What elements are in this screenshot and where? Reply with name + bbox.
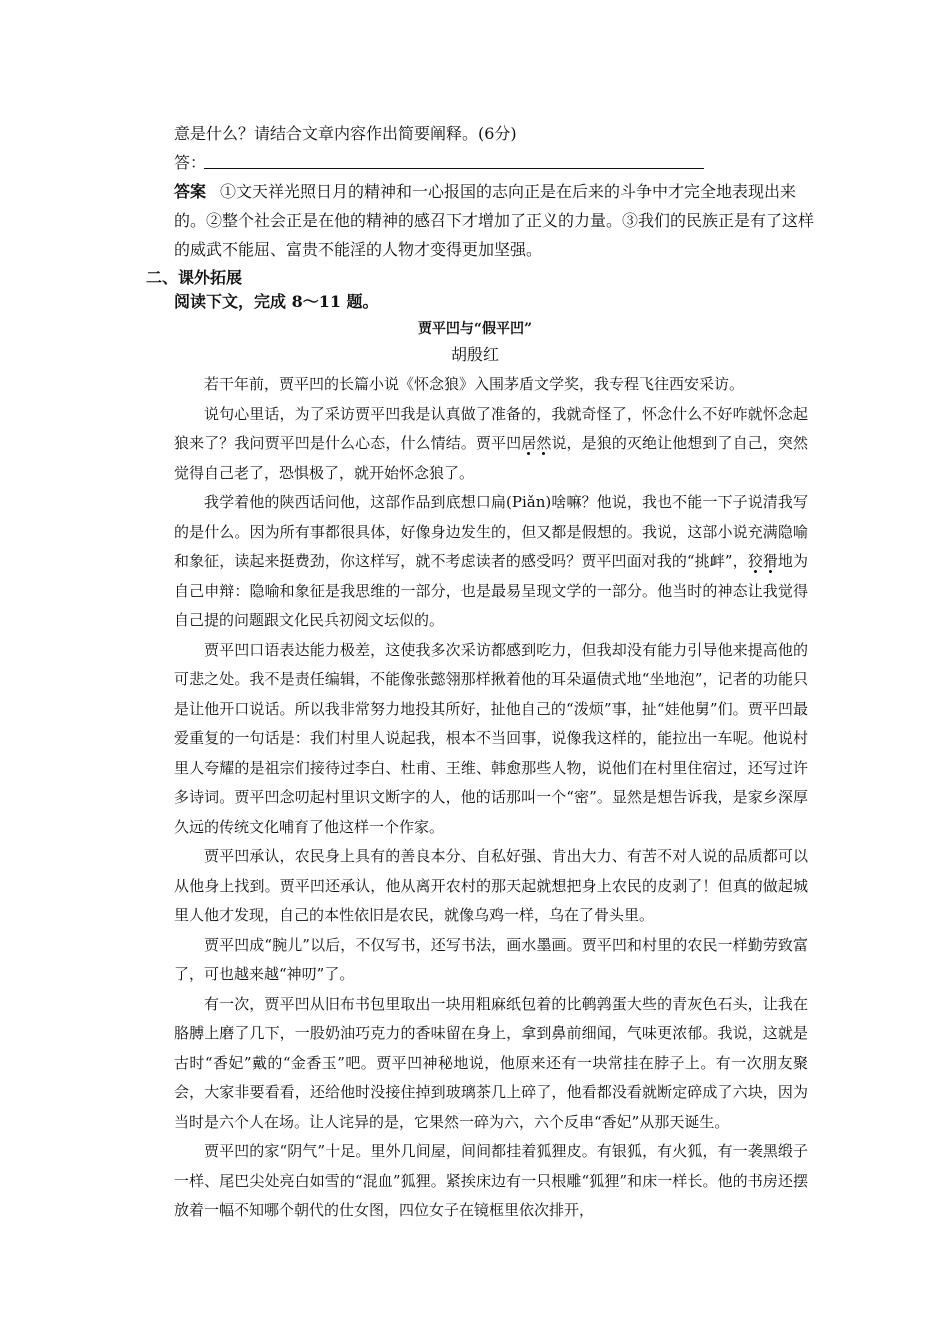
- paragraph-text: 说，是狼的灭绝让他想到了自己，突然觉得自己老了，恐惧极了，就开始怀念狼了。: [174, 434, 808, 482]
- answer-prompt: 答：: [174, 153, 207, 172]
- dotted-word: [521, 434, 551, 452]
- answer-line: [174, 150, 814, 176]
- paragraph-text: 说句心里话，为了采访贾平凹我是认真做了准备的，我就奇怪了，怀念什么不好咋就怀念起狼来了？我问贾平凹是什么心态，什么情结。贾平凹: [174, 404, 808, 452]
- reading-instruction: 阅读下文，完成 8～11 题。: [174, 292, 379, 311]
- answer-block: [174, 177, 814, 264]
- paragraph: 贾平凹的家“阴气”十足。里外几间屋，间间都挂着狐狸皮。有银狐，有火狐，有一袭黑缎子一样、尾巴尖处亮白如雪的“混血”狐狸。紧挨床边有一只根雕“狐狸”和床一样长。他的书房还摆放着一幅不知哪个朝代的仕女图，四位女子在镜框里依次排开，: [174, 1142, 808, 1219]
- paragraph: 贾平凹承认，农民身上具有的善良本分、自私好强、肯出大力、有苦不对人说的品质都可以从他身上找到。贾平凹还承认，他从离开农村的那天起就想把身上农民的皮剥了！但真的做起城里人他才发现，自己的本性依旧是农民，就像乌鸡一样，乌在了骨头里。: [174, 847, 808, 924]
- paragraph: 若干年前，贾平凹的长篇小说《怀念狼》入围茅盾文学奖，我专程飞往西安采访。: [204, 375, 745, 393]
- dotted-word: [748, 552, 778, 570]
- paragraph: [174, 400, 808, 489]
- answer-text: ①文天祥光照日月的精神和一心报国的志向正是在后来的斗争中才完全地表现出来的。②整个社会正是在他的精神的感召下才增加了正义的力量。③我们的民族正是有了这样的威武不能屈、富贵不能淫的人物才变得更加坚强。: [174, 182, 815, 259]
- dotted-char: 猾: [762, 552, 778, 570]
- answer-rule: [204, 168, 704, 169]
- paragraph: [174, 488, 808, 636]
- paragraph: 有一次，贾平凹从旧布书包里取出一块用粗麻纸包着的比鹌鹑蛋大些的青灰色石头，让我在胳膊上磨了几下，一股奶油巧克力的香味留在身上，拿到鼻前细闻，气味更浓郁。我说，这就是古时“香妃”戴的“金香玉”吧。贾平凹神秘地说，他原来还有一块常挂在脖子上。有一次朋友聚会，大家非要看看，还给他时没接住掉到玻璃茶几上碎了，他看都没看就断定碎成了六块，因为当时是六个人在场。让人诧异的是，它果然一碎为六，六个反串“香妃”从那天诞生。: [174, 994, 808, 1131]
- article-body: [174, 370, 808, 1226]
- paragraph: 贾平凹成“腕儿”以后，不仅写书，还写书法，画水墨画。贾平凹和村里的农民一样勤劳致富了，可也越来越“神叨”了。: [174, 935, 808, 983]
- article-title: 贾平凹与“假平凹”: [417, 321, 533, 337]
- answer-key-label: 答案: [174, 182, 207, 201]
- dotted-char: 然: [536, 434, 552, 452]
- paragraph-text: 我学着他的陕西话问他，这部作品到底想口扁(Piǎn)啥嘛？他说，我也不能一下子说清我写的是什么。因为所有事都很具体，好像身边发生的，但又都是假想的。我说，这部小说充满隐喻和象征，读起来挺费劲，你这样写，就不考虑读者的感受吗？贾平凹面对我的“挑衅”，: [174, 493, 808, 570]
- dotted-char: 居: [521, 434, 537, 452]
- dotted-char: 狡: [747, 552, 763, 570]
- paragraph-text: 地为自己申辩：隐喻和象征是我思维的一部分，也是最易呈现文学的一部分。他当时的神态让我觉得自己提的问题跟文化民兵初阅文坛似的。: [174, 552, 808, 629]
- article-author: 胡殷红: [450, 345, 499, 364]
- question-tail: 意是什么？请结合文章内容作出简要阐释。(6分): [174, 124, 517, 143]
- section-heading: 二、课外拓展: [146, 268, 243, 287]
- paragraph: 贾平凹口语表达能力极差，这使我多次采访都感到吃力，但我却没有能力引导他来提高他的可悲之处。我不是责任编辑，不能像张懿翎那样揪着他的耳朵逼债式地“坐地泡”，记者的功能只是让他开口说话。所以我非常努力地投其所好，扯他自己的“泼烦”事，扯“娃他舅”们。贾平凹最爱重复的一句话是：我们村里人说起我，根本不当回事，说像我这样的，能拉出一车呢。他说村里人夸耀的是祖宗们接待过李白、杜甫、王维、韩愈那些人物，说他们在村里住宿过，还写过许多诗词。贾平凹念叨起村里识文断字的人，他的话那叫一个“密”。显然是想告诉我，是家乡深厚久远的传统文化哺育了他这样一个作家。: [174, 640, 808, 836]
